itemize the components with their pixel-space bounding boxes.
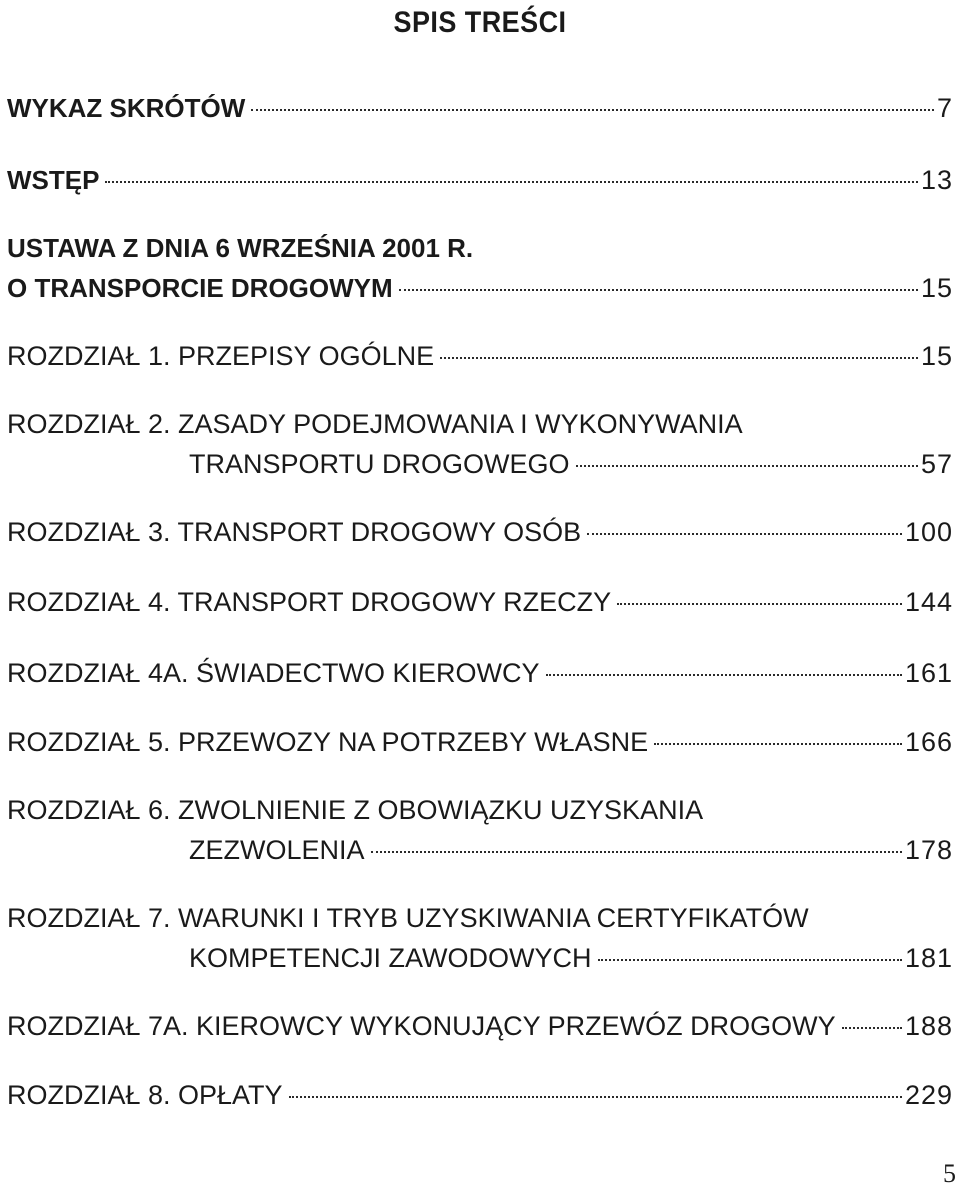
toc-page-number: 144 xyxy=(904,587,953,617)
toc-entry-rozdzial-4[interactable] xyxy=(7,582,953,622)
toc-entry-wykaz-skrotow[interactable] xyxy=(7,88,953,128)
page-number: 5 xyxy=(943,1159,956,1188)
toc-leader-dots xyxy=(654,743,902,745)
toc-page-number: 161 xyxy=(904,658,953,688)
toc-entry-title: ROZDZIAŁ 8. OPŁATY xyxy=(7,1080,283,1110)
toc-entry-title: ROZDZIAŁ 7. WARUNKI I TRYB UZYSKIWANIA CERTYFIKATÓW xyxy=(7,903,809,933)
toc-page-number: 13 xyxy=(920,165,953,195)
toc-entry-rozdzial-5[interactable] xyxy=(7,722,953,762)
toc-entry-title: ROZDZIAŁ 6. ZWOLNIENIE Z OBOWIĄZKU UZYSKANIA xyxy=(7,795,704,825)
toc-entry-ustawa[interactable] xyxy=(7,228,953,308)
toc-entry-title: ROZDZIAŁ 4. TRANSPORT DROGOWY RZECZY xyxy=(7,587,612,617)
toc-leader-dots xyxy=(105,181,918,183)
toc-entry-rozdzial-7[interactable] xyxy=(7,898,953,978)
toc-leader-dots xyxy=(587,533,902,535)
toc-leader-dots xyxy=(371,851,902,853)
toc-entry-title-cont: KOMPETENCJI ZAWODOWYCH xyxy=(189,943,592,973)
toc-entry-title: WSTĘP xyxy=(7,165,100,195)
toc-entry-title-cont: O TRANSPORCIE DROGOWYM xyxy=(7,273,393,303)
toc-leader-dots xyxy=(598,959,902,961)
toc-entry-title: ROZDZIAŁ 5. PRZEWOZY NA POTRZEBY WŁASNE xyxy=(7,727,649,757)
toc-leader-dots xyxy=(546,674,902,676)
toc-leader-dots xyxy=(399,289,918,291)
toc-entry-rozdzial-6[interactable] xyxy=(7,790,953,870)
toc-page-number: 181 xyxy=(904,943,953,973)
toc-page-number: 15 xyxy=(920,273,953,303)
toc-entry-title: ROZDZIAŁ 7A. KIEROWCY WYKONUJĄCY PRZEWÓZ DROGOWY xyxy=(7,1011,836,1041)
toc-entry-title: USTAWA Z DNIA 6 WRZEŚNIA 2001 R. xyxy=(7,233,474,263)
toc-entry-title-cont: ZEZWOLENIA xyxy=(189,835,365,865)
toc-page-number: 15 xyxy=(920,341,953,371)
toc-entry-rozdzial-1[interactable] xyxy=(7,336,953,376)
toc-leader-dots xyxy=(251,109,934,111)
toc-entry-rozdzial-8[interactable] xyxy=(7,1075,953,1115)
toc-page-number: 178 xyxy=(904,835,953,865)
toc-page-number: 7 xyxy=(936,93,953,123)
toc-entry-title: ROZDZIAŁ 1. PRZEPISY OGÓLNE xyxy=(7,341,435,371)
toc-entry-wstep[interactable] xyxy=(7,160,953,200)
toc-entry-rozdzial-4a[interactable] xyxy=(7,653,953,693)
toc-page-number: 100 xyxy=(904,517,953,547)
toc-page-number: 188 xyxy=(904,1011,953,1041)
toc-page-number: 229 xyxy=(904,1080,953,1110)
toc-entry-title: ROZDZIAŁ 2. ZASADY PODEJMOWANIA I WYKONYWANIA xyxy=(7,409,743,439)
toc-entry-rozdzial-2[interactable] xyxy=(7,404,953,484)
toc-page-number: 57 xyxy=(920,449,953,479)
toc-leader-dots xyxy=(617,603,902,605)
toc-page-number: 166 xyxy=(904,727,953,757)
toc-leader-dots xyxy=(576,465,918,467)
toc-entry-title: ROZDZIAŁ 3. TRANSPORT DROGOWY OSÓB xyxy=(7,517,582,547)
toc-leader-dots xyxy=(289,1096,902,1098)
toc-leader-dots xyxy=(440,357,918,359)
toc-entry-rozdzial-3[interactable] xyxy=(7,512,953,552)
toc-leader-dots xyxy=(842,1027,902,1029)
toc-entry-title: ROZDZIAŁ 4A. ŚWIADECTWO KIEROWCY xyxy=(7,658,540,688)
toc-entry-title: WYKAZ SKRÓTÓW xyxy=(7,93,246,123)
toc-entry-title-cont: TRANSPORTU DROGOWEGO xyxy=(189,449,570,479)
page-title: SPIS TREŚCI xyxy=(393,6,567,39)
toc-entry-rozdzial-7a[interactable] xyxy=(7,1006,953,1046)
